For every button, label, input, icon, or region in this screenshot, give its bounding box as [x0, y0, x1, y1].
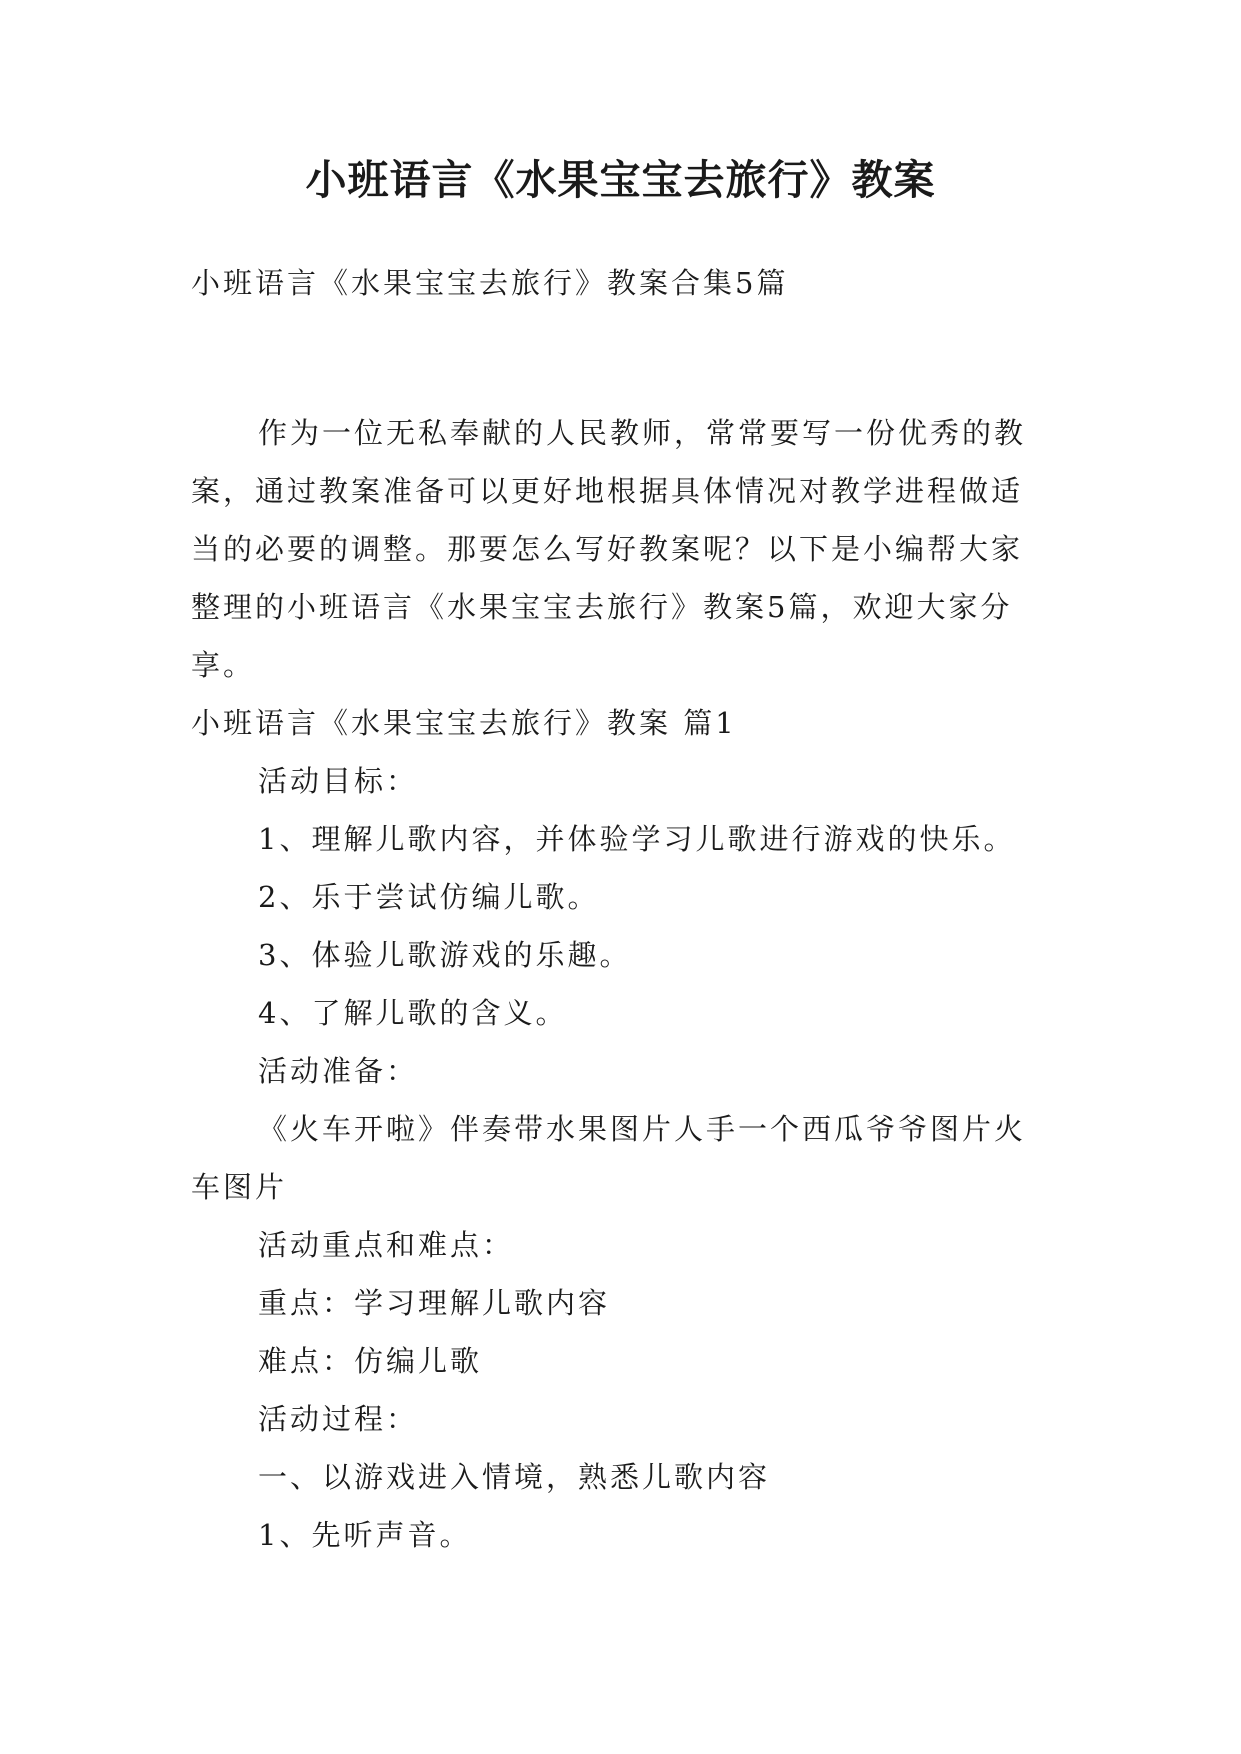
document-title: 小班语言《水果宝宝去旅行》教案 [305, 156, 936, 204]
goal-item: 4、了解儿歌的含义。 [258, 996, 568, 1030]
goal-item: 2、乐于尝试仿编儿歌。 [258, 880, 600, 914]
goal-item: 3、体验儿歌游戏的乐趣。 [258, 938, 632, 972]
goal-item: 1、理解儿歌内容，并体验学习儿歌进行游戏的快乐。 [258, 822, 1016, 856]
intro-paragraph [191, 404, 1051, 694]
process-heading: 活动过程： [258, 1402, 419, 1436]
prep-line: 车图片 [191, 1170, 288, 1204]
intro-line: 案，通过教案准备可以更好地根据具体情况对教学进程做适 [191, 474, 1024, 508]
intro-line: 当的必要的调整。那要怎么写好教案呢？以下是小编帮大家 [191, 532, 1024, 566]
document-subtitle: 小班语言《水果宝宝去旅行》教案合集5篇 [191, 266, 789, 300]
process-step: 一、以游戏进入情境，熟悉儿歌内容 [258, 1460, 771, 1494]
key-point: 重点：学习理解儿歌内容 [258, 1286, 611, 1320]
intro-line: 整理的小班语言《水果宝宝去旅行》教案5篇，欢迎大家分 [191, 590, 1013, 624]
key-heading: 活动重点和难点： [258, 1228, 515, 1262]
process-substep: 1、先听声音。 [258, 1518, 472, 1552]
intro-line: 享。 [191, 648, 256, 682]
difficulty-point: 难点：仿编儿歌 [258, 1344, 483, 1378]
prep-line: 《火车开啦》伴奏带水果图片人手一个西瓜爷爷图片火 [258, 1112, 1027, 1146]
intro-line: 作为一位无私奉献的人民教师，常常要写一份优秀的教 [258, 416, 1027, 450]
section-heading: 小班语言《水果宝宝去旅行》教案 篇1 [191, 706, 737, 740]
goals-heading: 活动目标： [258, 764, 419, 798]
prep-heading: 活动准备： [258, 1054, 419, 1088]
